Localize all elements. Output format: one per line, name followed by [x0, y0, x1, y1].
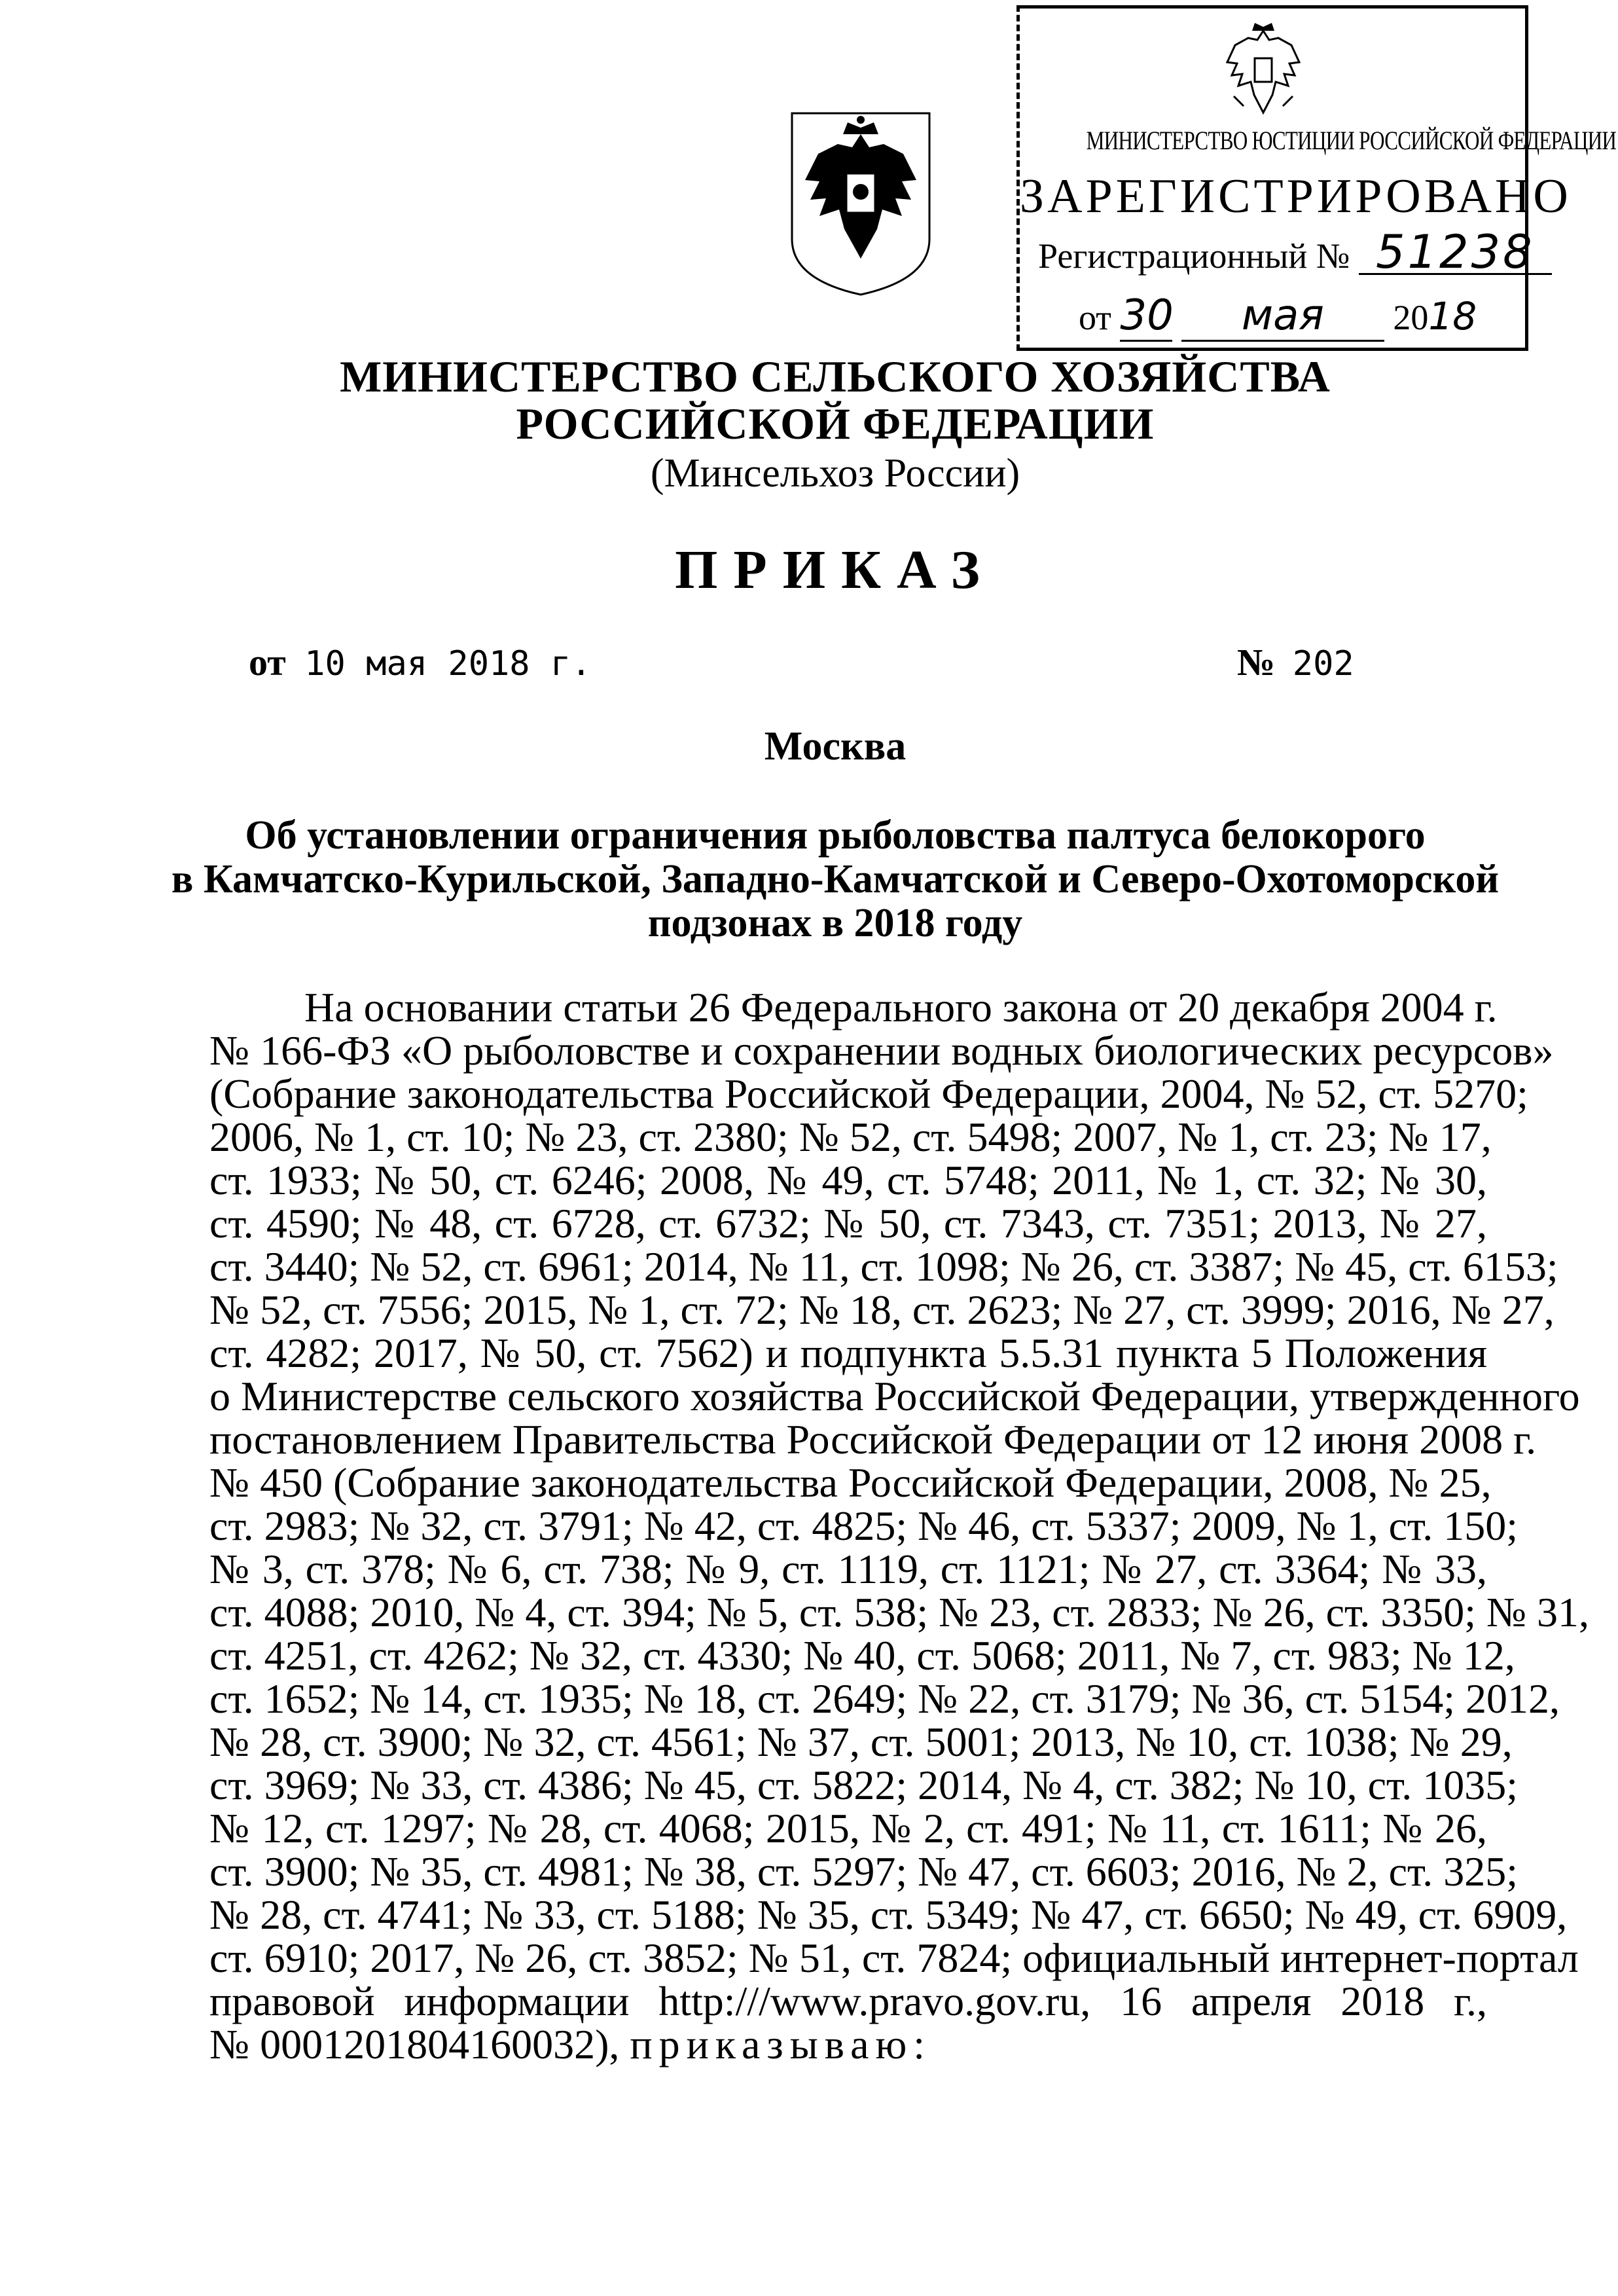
body-line: ст. 4251, ст. 4262; № 32, ст. 4330; № 40, ст. 5068; 2011, № 7, ст. 983; № 12,	[209, 1632, 1515, 1679]
document-type-title: ПРИКАЗ	[675, 539, 996, 600]
body-line: № 3, ст. 378; № 6, ст. 738; № 9, ст. 1119, ст. 1121; № 27, ст. 3364; № 33,	[209, 1546, 1487, 1592]
ministry-name-line1: МИНИСТЕРСТВО СЕЛЬСКОГО ХОЗЯЙСТВА	[340, 352, 1331, 401]
ministry-name-line2: РОССИЙСКОЙ ФЕДЕРАЦИИ	[516, 399, 1155, 448]
body-line: № 52, ст. 7556; 2015, № 1, ст. 72; № 18, ст. 2623; № 27, ст. 3999; 2016, № 27,	[209, 1286, 1555, 1333]
stamp-date-year-prefix: 20	[1393, 298, 1429, 337]
body-line: № 450 (Собрание законодательства Российской Федерации, 2008, № 25,	[209, 1459, 1492, 1506]
stamp-emblem	[1214, 18, 1312, 122]
order-number-value: 202	[1292, 644, 1354, 683]
body-last-text: № 0001201804160032),	[209, 2021, 620, 2068]
ministry-short-name: (Минсельхоз России)	[650, 451, 1020, 496]
body-line: № 28, ст. 3900; № 32, ст. 4561; № 37, ст. 5001; 2013, № 10, ст. 1038; № 29,	[209, 1719, 1513, 1765]
body-line: ст. 1933; № 50, ст. 6246; 2008, № 49, ст. 5748; 2011, № 1, ст. 32; № 30,	[209, 1157, 1487, 1203]
body-line: ст. 6910; 2017, № 26, ст. 3852; № 51, ст. 7824; официальный интернет-портал	[209, 1935, 1579, 1981]
stamp-registration-line	[1038, 225, 1552, 279]
body-last-line	[209, 2022, 1487, 2067]
body-line: ст. 3969; № 33, ст. 4386; № 45, ст. 5822; 2014, № 4, ст. 382; № 10, ст. 1035;	[209, 1762, 1518, 1808]
stamp-reg-number: 51238	[1359, 231, 1552, 275]
body-line: 2006, № 1, ст. 10; № 23, ст. 2380; № 52, ст. 5498; 2007, № 1, ст. 23; № 17,	[209, 1114, 1492, 1160]
order-date-label: от	[249, 641, 286, 683]
order-number-label: №	[1237, 641, 1276, 683]
body-line: ст. 3900; № 35, ст. 4981; № 38, ст. 5297; № 47, ст. 6603; 2016, № 2, ст. 325;	[209, 1848, 1518, 1895]
stamp-date-prefix: от	[1079, 298, 1111, 337]
stamp-date-month: мая	[1181, 291, 1384, 342]
body-line: ст. 3440; № 52, ст. 6961; 2014, № 11, ст. 1098; № 26, ст. 3387; № 45, ст. 6153;	[209, 1243, 1558, 1290]
city: Москва	[764, 724, 907, 769]
body-line: постановлением Правительства Российской Федерации от 12 июня 2008 г.	[209, 1416, 1537, 1463]
body-line: ст. 4590; № 48, ст. 6728, ст. 6732; № 50, ст. 7343, ст. 7351; 2013, № 27,	[209, 1200, 1487, 1247]
order-date-value: 10 мая 2018 г.	[304, 644, 592, 683]
order-verb: приказываю:	[630, 2021, 932, 2068]
order-date	[249, 640, 592, 684]
registration-stamp	[1016, 5, 1617, 351]
body-line: № 166-ФЗ «О рыболовстве и сохранении водных биологических ресурсов»	[209, 1027, 1554, 1074]
body-line: ст. 4282; 2017, № 50, ст. 7562) и подпункта 5.5.31 пункта 5 Положения	[209, 1330, 1487, 1376]
stamp-date-year-suffix: 18	[1428, 294, 1477, 338]
body-line: правовой информации http:///www.pravo.gov.ru, 16 апреля 2018 г.,	[209, 1978, 1487, 2024]
body-line: № 12, ст. 1297; № 28, ст. 4068; 2015, № 2, ст. 491; № 11, ст. 1611; № 26,	[209, 1805, 1487, 1851]
subject-line: в Камчатско-Курильской, Западно-Камчатской и Северо-Охотоморской	[171, 857, 1500, 902]
subject-line: Об установлении ограничения рыболовства палтуса белокорого	[245, 813, 1426, 858]
stamp-date-day: 30	[1120, 291, 1172, 342]
stamp-reg-label: Регистрационный №	[1038, 236, 1350, 276]
body-line: о Министерстве сельского хозяйства Российской Федерации, утвержденного	[209, 1373, 1580, 1419]
body-line: № 28, ст. 4741; № 33, ст. 5188; № 35, ст. 5349; № 47, ст. 6650; № 49, ст. 6909,	[209, 1891, 1568, 1938]
stamp-ministry-name: МИНИСТЕРСТВО ЮСТИЦИИ РОССИЙСКОЙ ФЕДЕРАЦИИ	[1086, 126, 1617, 155]
body-line: ст. 2983; № 32, ст. 3791; № 42, ст. 4825; № 46, ст. 5337; 2009, № 1, ст. 150;	[209, 1503, 1518, 1549]
body-line: ст. 1652; № 14, ст. 1935; № 18, ст. 2649; № 22, ст. 3179; № 36, ст. 5154; 2012,	[209, 1675, 1560, 1722]
body-line: На основании статьи 26 Федерального закона от 20 декабря 2004 г.	[304, 984, 1498, 1030]
stamp-registered-label: ЗАРЕГИСТРИРОВАНО	[1020, 170, 1572, 223]
stamp-date-line	[1079, 291, 1477, 342]
coat-of-arms-emblem	[779, 108, 943, 298]
body-line: ст. 4088; 2010, № 4, ст. 394; № 5, ст. 538; № 23, ст. 2833; № 26, ст. 3350; № 31,	[209, 1589, 1590, 1635]
subject-line: подзонах в 2018 году	[647, 901, 1023, 945]
order-number	[1237, 640, 1354, 684]
body-line: (Собрание законодательства Российской Федерации, 2004, № 52, ст. 5270;	[209, 1070, 1528, 1117]
